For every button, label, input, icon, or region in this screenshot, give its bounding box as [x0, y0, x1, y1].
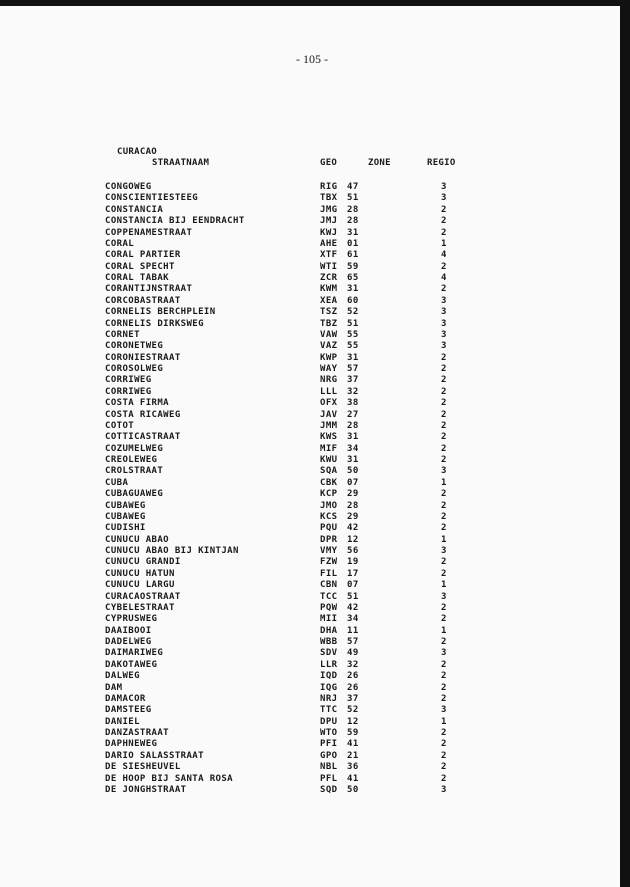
- header-zone: ZONE: [368, 158, 391, 168]
- table-row: [105, 250, 465, 261]
- street-name: CORANTIJNSTRAAT: [105, 284, 193, 295]
- regio: 3: [441, 182, 447, 192]
- geo-code: DPR: [320, 534, 338, 545]
- zone: 51: [347, 318, 359, 329]
- geo-code: TSZ: [320, 307, 338, 318]
- geo-code: PFL: [320, 773, 338, 784]
- zone: 31: [347, 352, 359, 363]
- zone: 34: [347, 614, 359, 625]
- street-name: COTTICASTRAAT: [105, 432, 181, 443]
- zone: 59: [347, 728, 359, 738]
- regio: 2: [441, 682, 447, 693]
- street-name: DE HOOP BIJ SANTA ROSA: [105, 773, 234, 784]
- zone: 61: [347, 250, 359, 261]
- regio: 3: [441, 648, 447, 659]
- regio: 2: [441, 227, 447, 238]
- regio: 2: [441, 750, 447, 761]
- zone: 41: [347, 773, 359, 784]
- street-name: CUBAGUAWEG: [105, 489, 164, 500]
- geo-code: MII: [320, 614, 338, 625]
- street-name: CURACAOSTRAAT: [105, 591, 181, 602]
- zone: 51: [347, 193, 359, 204]
- zone: 29: [347, 489, 359, 500]
- street-name: CUBAWEG: [105, 500, 146, 511]
- regio: 2: [441, 523, 447, 534]
- street-name: DADELWEG: [105, 637, 152, 647]
- table-row: [105, 728, 465, 739]
- street-name: CUNUCU ABAO BIJ KINTJAN: [105, 546, 239, 556]
- geo-code: FZW: [320, 557, 338, 568]
- zone: 12: [347, 534, 359, 545]
- table-row: [105, 478, 465, 489]
- zone: 19: [347, 557, 359, 568]
- street-name: CORAL PARTIER: [105, 250, 181, 261]
- regio: 2: [441, 432, 447, 443]
- regio: 3: [441, 318, 447, 329]
- regio: 2: [441, 568, 447, 579]
- table-row: [105, 193, 465, 204]
- table-row: [105, 489, 465, 500]
- regio: 1: [441, 238, 447, 249]
- geo-code: KWJ: [320, 227, 338, 238]
- regio: 4: [441, 250, 447, 261]
- regio: 2: [441, 614, 447, 625]
- regio: 2: [441, 489, 447, 500]
- zone: 01: [347, 238, 359, 249]
- regio: 3: [441, 329, 447, 340]
- regio: 3: [441, 307, 447, 318]
- street-name: CORNET: [105, 329, 140, 340]
- street-name: CYBELESTRAAT: [105, 602, 175, 613]
- zone: 28: [347, 500, 359, 511]
- zone: 07: [347, 477, 359, 488]
- geo-code: VAZ: [320, 341, 338, 352]
- regio: 2: [441, 659, 447, 670]
- geo-code: WAY: [320, 364, 338, 374]
- geo-code: WBB: [320, 637, 338, 647]
- geo-code: LLL: [320, 386, 338, 397]
- regio: 1: [441, 534, 447, 545]
- header-geo: GEO: [320, 158, 338, 168]
- table-row: [105, 307, 465, 318]
- scan-border-top: [0, 0, 630, 6]
- zone: 31: [347, 284, 359, 295]
- regio: 2: [441, 420, 447, 431]
- regio: 2: [441, 386, 447, 397]
- street-name: COTOT: [105, 420, 135, 431]
- table-row: [105, 671, 465, 682]
- header-street: STRAATNAAM: [152, 158, 210, 168]
- table-row: [105, 739, 465, 750]
- zone: 28: [347, 216, 359, 227]
- regio: 2: [441, 216, 447, 227]
- regio: 3: [441, 466, 447, 477]
- regio: 2: [441, 511, 447, 522]
- zone: 21: [347, 750, 359, 761]
- zone: 42: [347, 602, 359, 613]
- regio: 3: [441, 341, 447, 352]
- table-row: [105, 273, 465, 284]
- regio: 2: [441, 398, 447, 409]
- geo-code: FIL: [320, 568, 338, 579]
- geo-code: CBN: [320, 580, 338, 591]
- street-name: CORONIESTRAAT: [105, 352, 181, 363]
- regio: 1: [441, 716, 447, 727]
- street-name: CORNELIS BERCHPLEIN: [105, 307, 216, 318]
- geo-code: KCP: [320, 489, 338, 500]
- regio: 2: [441, 204, 447, 215]
- street-name: CORONETWEG: [105, 341, 164, 352]
- street-name: CORAL SPECHT: [105, 261, 175, 272]
- street-name: DAMACOR: [105, 693, 146, 704]
- regio: 2: [441, 773, 447, 784]
- table-row: [105, 614, 465, 625]
- zone: 38: [347, 398, 359, 409]
- geo-code: AHE: [320, 238, 338, 249]
- table-row: [105, 330, 465, 341]
- zone: 51: [347, 591, 359, 602]
- zone: 26: [347, 671, 359, 682]
- street-name: CONSCIENTIESTEEG: [105, 193, 199, 204]
- table-row: [105, 444, 465, 455]
- street-name: COROSOLWEG: [105, 364, 164, 374]
- table-row: [105, 546, 465, 557]
- zone: 28: [347, 420, 359, 431]
- geo-code: KWM: [320, 284, 338, 295]
- table-row: [105, 353, 465, 364]
- zone: 37: [347, 693, 359, 704]
- zone: 52: [347, 705, 359, 716]
- geo-code: NBL: [320, 762, 338, 773]
- geo-code: TTC: [320, 705, 338, 716]
- geo-code: OFX: [320, 398, 338, 409]
- zone: 57: [347, 637, 359, 647]
- street-name: DAM: [105, 682, 123, 693]
- regio: 2: [441, 762, 447, 773]
- geo-code: KWP: [320, 352, 338, 363]
- table-row: [105, 364, 465, 375]
- geo-code: KWS: [320, 432, 338, 443]
- table-row: [105, 557, 465, 568]
- table-row: [105, 569, 465, 580]
- regio: 1: [441, 477, 447, 488]
- zone: 37: [347, 375, 359, 386]
- table-row: [105, 592, 465, 603]
- zone: 55: [347, 341, 359, 352]
- street-name: CORAL: [105, 238, 135, 249]
- table-row: [105, 717, 465, 728]
- regio: 2: [441, 739, 447, 750]
- geo-code: WTI: [320, 261, 338, 272]
- table-row: [105, 762, 465, 773]
- table-row: [105, 626, 465, 637]
- street-name: CROLSTRAAT: [105, 466, 164, 477]
- street-name: CUNUCU ABAO: [105, 534, 170, 545]
- regio: 2: [441, 693, 447, 704]
- geo-code: XTF: [320, 250, 338, 261]
- zone: 29: [347, 511, 359, 522]
- street-name: CUDISHI: [105, 523, 146, 534]
- geo-code: PFI: [320, 739, 338, 750]
- geo-code: NRJ: [320, 693, 338, 704]
- table-row: [105, 580, 465, 591]
- zone: 36: [347, 762, 359, 773]
- geo-code: KCS: [320, 511, 338, 522]
- street-name: DANZASTRAAT: [105, 728, 170, 738]
- street-name: CORRIWEG: [105, 375, 152, 386]
- street-name: DAPHNEWEG: [105, 739, 158, 750]
- geo-code: XEA: [320, 295, 338, 306]
- geo-code: JMJ: [320, 216, 338, 227]
- street-name: CONSTANCIA BIJ EENDRACHT: [105, 216, 245, 227]
- street-name: CREOLEWEG: [105, 455, 158, 465]
- geo-code: PQW: [320, 602, 338, 613]
- zone: 31: [347, 432, 359, 443]
- zone: 65: [347, 273, 359, 283]
- street-name: COSTA RICAWEG: [105, 409, 181, 420]
- zone: 11: [347, 625, 359, 636]
- table-row: [105, 205, 465, 216]
- table-row: [105, 683, 465, 694]
- zone: 17: [347, 568, 359, 579]
- street-name: COSTA FIRMA: [105, 398, 170, 409]
- geo-code: WTO: [320, 728, 338, 738]
- header-regio: REGIO: [427, 158, 456, 168]
- street-name: CORRIWEG: [105, 386, 152, 397]
- street-name: DANIEL: [105, 716, 140, 727]
- regio: 2: [441, 409, 447, 420]
- zone: 28: [347, 204, 359, 215]
- street-name: DE JONGHSTRAAT: [105, 784, 187, 795]
- page-number: - 105 -: [296, 52, 328, 66]
- regio: 3: [441, 591, 447, 602]
- geo-code: NRG: [320, 375, 338, 386]
- zone: 56: [347, 546, 359, 556]
- street-name: CONSTANCIA: [105, 204, 164, 215]
- zone: 07: [347, 580, 359, 591]
- regio: 2: [441, 364, 447, 374]
- zone: 55: [347, 329, 359, 340]
- zone: 59: [347, 261, 359, 272]
- zone: 12: [347, 716, 359, 727]
- geo-code: DPU: [320, 716, 338, 727]
- street-name: DAKOTAWEG: [105, 659, 158, 670]
- zone: 50: [347, 466, 359, 477]
- table-row: [105, 375, 465, 386]
- geo-code: PQU: [320, 523, 338, 534]
- zone: 41: [347, 739, 359, 750]
- street-name: COPPENAMESTRAAT: [105, 227, 193, 238]
- table-row: [105, 523, 465, 534]
- table-row: [105, 512, 465, 523]
- street-name: CUBA: [105, 477, 129, 488]
- zone: 50: [347, 784, 359, 795]
- table-row: [105, 535, 465, 546]
- zone: 32: [347, 659, 359, 670]
- zone: 52: [347, 307, 359, 318]
- regio: 3: [441, 705, 447, 716]
- zone: 27: [347, 409, 359, 420]
- geo-code: SQD: [320, 784, 338, 795]
- geo-code: RIG: [320, 182, 338, 192]
- table-row: [105, 637, 465, 648]
- geo-code: DHA: [320, 625, 338, 636]
- region-title: CURACAO: [117, 147, 158, 157]
- geo-code: KWU: [320, 455, 338, 465]
- street-name: CONGOWEG: [105, 182, 152, 192]
- zone: 31: [347, 455, 359, 465]
- regio: 1: [441, 625, 447, 636]
- regio: 2: [441, 455, 447, 465]
- regio: 2: [441, 602, 447, 613]
- regio: 2: [441, 637, 447, 647]
- geo-code: VMY: [320, 546, 338, 556]
- scan-border-right: [620, 0, 630, 887]
- table-row: [105, 603, 465, 614]
- table-row: [105, 648, 465, 659]
- geo-code: GPO: [320, 750, 338, 761]
- street-name: DARIO SALASSTRAAT: [105, 750, 204, 761]
- geo-code: JMM: [320, 420, 338, 431]
- table-row: [105, 785, 465, 796]
- geo-code: IQD: [320, 671, 338, 682]
- table-row: [105, 660, 465, 671]
- table-row: [105, 239, 465, 250]
- table-row: [105, 262, 465, 273]
- table-row: [105, 182, 465, 193]
- street-name: DE SIESHEUVEL: [105, 762, 181, 773]
- street-name: DALWEG: [105, 671, 140, 682]
- table-row: [105, 455, 465, 466]
- zone: 57: [347, 364, 359, 374]
- zone: 26: [347, 682, 359, 693]
- table-row: [105, 398, 465, 409]
- table-row: [105, 694, 465, 705]
- geo-code: SQA: [320, 466, 338, 477]
- street-name: CYPRUSWEG: [105, 614, 158, 625]
- regio: 1: [441, 580, 447, 591]
- table-row: [105, 341, 465, 352]
- street-name: CORCOBASTRAAT: [105, 295, 181, 306]
- table-row: [105, 228, 465, 239]
- zone: 49: [347, 648, 359, 659]
- regio: 2: [441, 443, 447, 454]
- table-row: [105, 410, 465, 421]
- street-name: CORAL TABAK: [105, 273, 170, 283]
- regio: 3: [441, 193, 447, 204]
- zone: 32: [347, 386, 359, 397]
- regio: 2: [441, 375, 447, 386]
- table-row: [105, 387, 465, 398]
- geo-code: JAV: [320, 409, 338, 420]
- zone: 34: [347, 443, 359, 454]
- street-name: CUNUCU LARGU: [105, 580, 175, 591]
- street-table: [105, 182, 465, 796]
- regio: 2: [441, 261, 447, 272]
- regio: 2: [441, 671, 447, 682]
- table-row: [105, 751, 465, 762]
- table-row: [105, 421, 465, 432]
- table-row: [105, 432, 465, 443]
- geo-code: IQG: [320, 682, 338, 693]
- table-row: [105, 501, 465, 512]
- geo-code: MIF: [320, 443, 338, 454]
- street-name: CORNELIS DIRKSWEG: [105, 318, 204, 329]
- regio: 2: [441, 557, 447, 568]
- street-name: DAIMARIWEG: [105, 648, 164, 659]
- street-name: DAMSTEEG: [105, 705, 152, 716]
- zone: 47: [347, 182, 359, 192]
- table-row: [105, 774, 465, 785]
- geo-code: ZCR: [320, 273, 338, 283]
- zone: 60: [347, 295, 359, 306]
- table-row: [105, 319, 465, 330]
- regio: 4: [441, 273, 447, 283]
- street-name: COZUMELWEG: [105, 443, 164, 454]
- regio: 2: [441, 284, 447, 295]
- table-row: [105, 216, 465, 227]
- geo-code: TBZ: [320, 318, 338, 329]
- street-name: CUNUCU HATUN: [105, 568, 175, 579]
- table-row: [105, 466, 465, 477]
- street-name: DAAIBOOI: [105, 625, 152, 636]
- regio: 3: [441, 295, 447, 306]
- regio: 2: [441, 500, 447, 511]
- geo-code: TCC: [320, 591, 338, 602]
- regio: 3: [441, 784, 447, 795]
- geo-code: JMO: [320, 500, 338, 511]
- table-row: [105, 705, 465, 716]
- regio: 3: [441, 546, 447, 556]
- geo-code: JMG: [320, 204, 338, 215]
- street-name: CUNUCU GRANDI: [105, 557, 181, 568]
- regio: 2: [441, 352, 447, 363]
- geo-code: SDV: [320, 648, 338, 659]
- table-row: [105, 284, 465, 295]
- geo-code: LLR: [320, 659, 338, 670]
- geo-code: VAW: [320, 329, 338, 340]
- zone: 31: [347, 227, 359, 238]
- zone: 42: [347, 523, 359, 534]
- regio: 2: [441, 728, 447, 738]
- geo-code: CBK: [320, 477, 338, 488]
- geo-code: TBX: [320, 193, 338, 204]
- street-name: CUBAWEG: [105, 511, 146, 522]
- table-row: [105, 296, 465, 307]
